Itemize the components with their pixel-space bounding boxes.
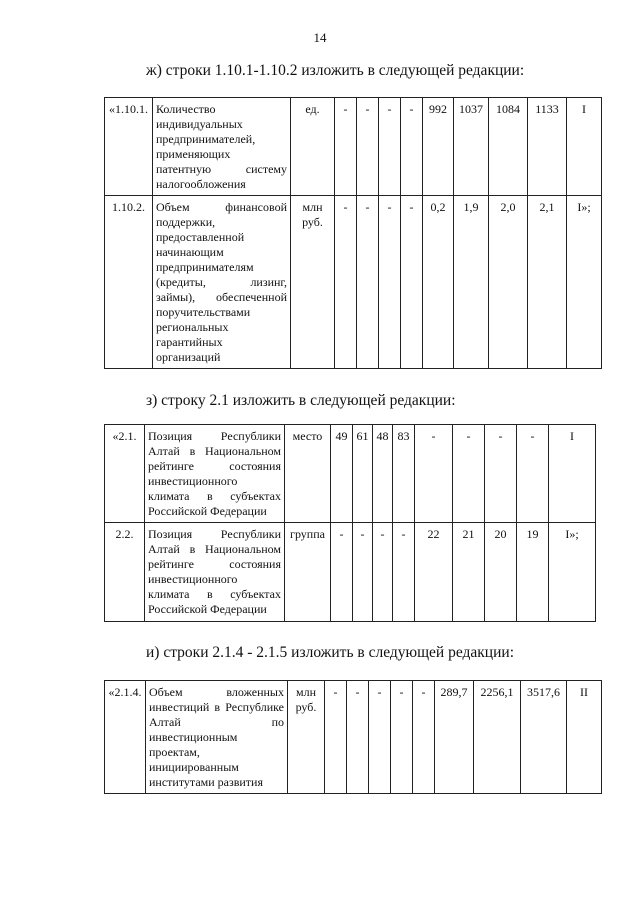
row-value: - (391, 681, 413, 794)
row-code: 2.2. (105, 523, 145, 622)
table-row (105, 523, 596, 622)
table-row (105, 681, 602, 794)
row-value: - (335, 98, 357, 196)
section-heading: ж) строки 1.10.1-1.10.2 изложить в следующей редакции: (146, 62, 525, 79)
row-value: 1133 (528, 98, 567, 196)
row-description: Количество индивидуальных предпринимателей, применяющих патентную систему налогообложения (153, 98, 291, 196)
row-unit: ед. (291, 98, 335, 196)
row-value: 48 (373, 425, 393, 523)
row-value: 1084 (489, 98, 528, 196)
row-value: - (331, 523, 353, 622)
row-unit: млн руб. (288, 681, 325, 794)
row-value: - (379, 98, 401, 196)
row-value: I (549, 425, 596, 523)
row-value: - (369, 681, 391, 794)
row-value: - (357, 196, 379, 369)
row-value: - (357, 98, 379, 196)
table-row (105, 98, 602, 196)
row-value: - (517, 425, 549, 523)
row-code: 1.10.2. (105, 196, 153, 369)
row-unit: место (285, 425, 331, 523)
row-value: - (373, 523, 393, 622)
row-value: - (453, 425, 485, 523)
row-value: 2,1 (528, 196, 567, 369)
row-value: 20 (485, 523, 517, 622)
row-value: 992 (423, 98, 454, 196)
indicators-table (104, 680, 602, 794)
row-value: - (325, 681, 347, 794)
row-value: 19 (517, 523, 549, 622)
row-value: 3517,6 (521, 681, 567, 794)
row-unit: группа (285, 523, 331, 622)
row-value: I»; (549, 523, 596, 622)
table-row (105, 196, 602, 369)
row-description: Позиция Республики Алтай в Национальном рейтинге состояния инвестиционного климата в субъектах Российской Федерации (145, 523, 285, 622)
row-value: - (401, 196, 423, 369)
row-code: «2.1.4. (105, 681, 146, 794)
row-value: 83 (393, 425, 415, 523)
row-value: 1,9 (454, 196, 489, 369)
row-value: 1037 (454, 98, 489, 196)
row-unit: млн руб. (291, 196, 335, 369)
row-value: - (347, 681, 369, 794)
row-value: 289,7 (435, 681, 474, 794)
section-heading: з) строку 2.1 изложить в следующей редакции: (146, 392, 456, 409)
row-description: Объем вложенных инвестиций в Республике Алтай по инвестиционным проектам, инициированным институтами развития (146, 681, 288, 794)
row-value: - (485, 425, 517, 523)
row-value: 0,2 (423, 196, 454, 369)
row-value: - (393, 523, 415, 622)
row-value: - (401, 98, 423, 196)
row-description: Позиция Республики Алтай в Национальном рейтинге состояния инвестиционного климата в субъектах Российской Федерации (145, 425, 285, 523)
row-value: I (567, 98, 602, 196)
row-value: I»; (567, 196, 602, 369)
indicators-table (104, 424, 596, 622)
row-value: - (379, 196, 401, 369)
row-value: 49 (331, 425, 353, 523)
row-description: Объем финансовой поддержки, предоставленной начинающим предпринимателям (кредиты, лизинг, займы), обеспеченной поручительствами региональных гарантийных организаций (153, 196, 291, 369)
indicators-table (104, 97, 602, 369)
row-value: 21 (453, 523, 485, 622)
row-code: «1.10.1. (105, 98, 153, 196)
section-heading: и) строки 2.1.4 - 2.1.5 изложить в следующей редакции: (146, 644, 514, 661)
row-value: 61 (353, 425, 373, 523)
row-value: - (413, 681, 435, 794)
page-number: 14 (313, 30, 327, 45)
row-code: «2.1. (105, 425, 145, 523)
table-row (105, 425, 596, 523)
row-value: II (567, 681, 602, 794)
row-value: 22 (415, 523, 453, 622)
row-value: 2256,1 (474, 681, 521, 794)
row-value: - (335, 196, 357, 369)
row-value: - (353, 523, 373, 622)
row-value: 2,0 (489, 196, 528, 369)
row-value: - (415, 425, 453, 523)
